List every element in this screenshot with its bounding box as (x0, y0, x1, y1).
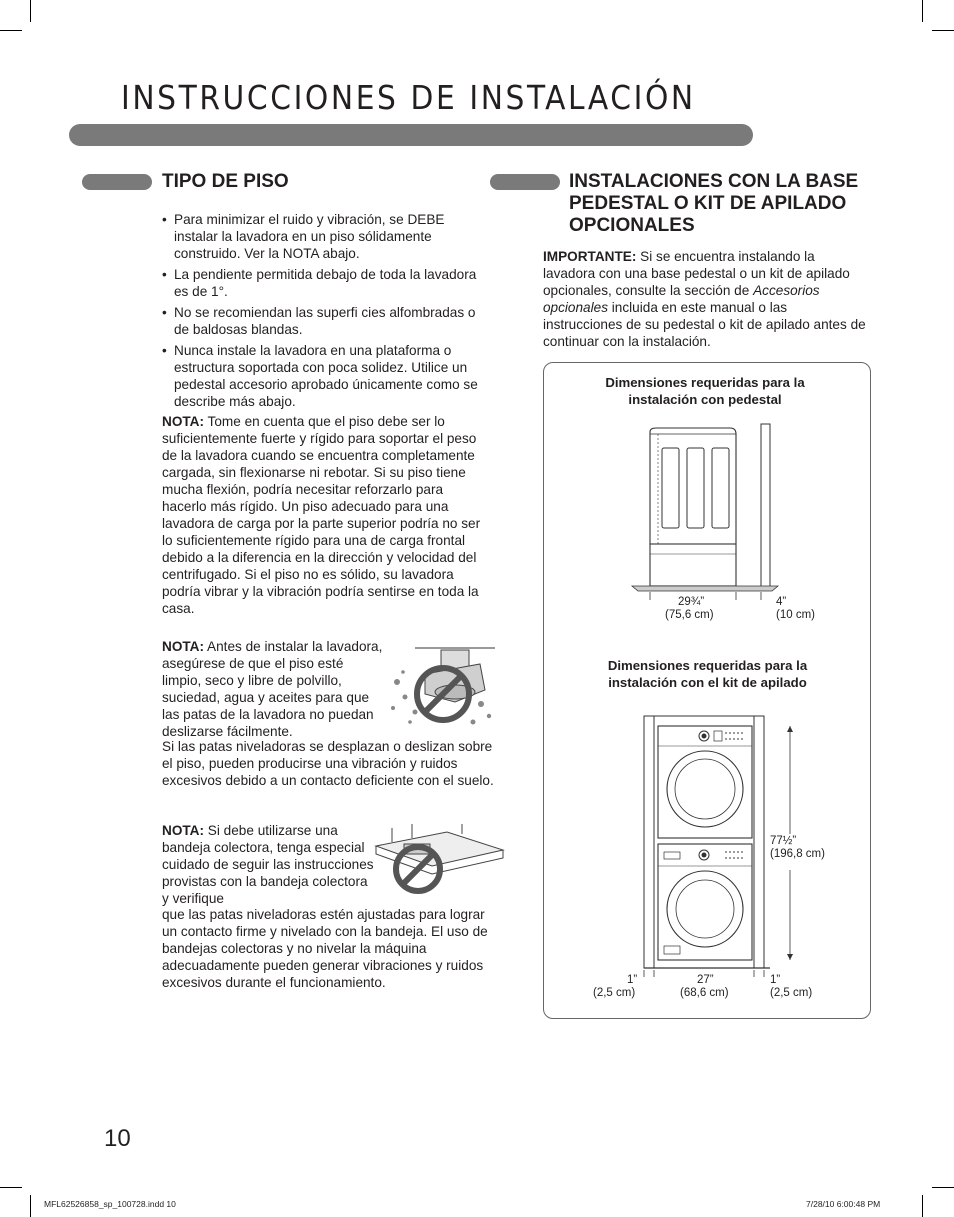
footer-file: MFL62526858_sp_100728.indd 10 (44, 1199, 176, 1209)
stack-width-label: 27” (697, 974, 714, 986)
page-title: INSTRUCCIONES DE INSTALACIÓN (121, 78, 696, 117)
crop-mark (30, 1195, 31, 1217)
stack-left-gap-metric: (2,5 cm) (593, 987, 636, 999)
crop-mark (932, 1187, 954, 1188)
crop-mark (922, 0, 923, 22)
crop-mark (932, 30, 954, 31)
note-text: Si debe utilizarse una bandeja colectora, tenga especial cuidado de seguir las instrucciones provistas con la bandeja colectora y verifique (162, 823, 374, 906)
drain-pan-prohibited-illustration (372, 824, 507, 899)
stack-height-label: 77½” (770, 835, 797, 847)
note-label: NOTA: (162, 639, 205, 654)
important-label: IMPORTANTE: (543, 249, 637, 264)
pedestal-width-metric: (75,6 cm) (665, 609, 714, 621)
important-reference: Accesorios opcionales (543, 283, 820, 315)
bullet-item: • No se recomiendan las superfi cies alfombradas o de baldosas blandas. (162, 304, 492, 338)
bullet-item: • Para minimizar el ruido y vibración, se DEBE instalar la lavadora en un piso sólidamente construido. Ver la NOTA abajo. (162, 211, 492, 262)
note-floor-strength (162, 413, 490, 617)
pedestal-gap-metric: (10 cm) (776, 609, 815, 621)
stack-left-gap-label: 1” (627, 974, 638, 986)
pedestal-width-label: 29¾” (678, 596, 705, 608)
pedestal-diagram (628, 420, 788, 600)
pedestal-gap-label: 4” (776, 596, 787, 608)
crop-mark (30, 0, 31, 22)
important-text: incluida en este manual o las instrucciones de su pedestal o kit de apilado antes de continuar con la instalación. (543, 300, 866, 349)
page-number: 10 (104, 1125, 131, 1152)
stack-width-metric: (68,6 cm) (680, 987, 729, 999)
dirty-floor-prohibited-illustration (385, 642, 500, 732)
stacking-diagram-title: Dimensiones requeridas para la instalación con el kit de apilado (607, 658, 808, 690)
bullet-item: • La pendiente permitida debajo de toda la lavadora es de 1°. (162, 266, 492, 300)
note-text: Tome en cuenta que el piso debe ser lo suficientemente fuerte y rígido para soportar el peso de la lavadora cuando se encuentra completamente cargada, sin flexionarse ni rebotar. Si su piso tiene mucha flexión, podría necesitar reforzarlo para hacerlo más rígido. Un piso adecuado para una lavadora de carga por la parte superior podría no ser lo suficientemente rígido para una de carga frontal debido a la diferencia en la dirección y velocidad del centrifugado. Si el piso no es sólido, su lavadora podría vibrar y la vibración podría sentirse en toda la casa. (162, 414, 481, 616)
note-floor-clean (162, 638, 384, 740)
note-label: NOTA: (162, 414, 205, 429)
note-floor-clean-continued: Si las patas niveladoras se desplazan o deslizan sobre el piso, pueden producirse una vibración y ruidos excesivos debido a un contacto deficiente con el suelo. (162, 739, 494, 788)
stack-right-gap-metric: (2,5 cm) (770, 987, 813, 999)
important-text: Si se encuentra instalando la lavadora con una base pedestal o un kit de apilado opcionales, consulte la sección de (543, 249, 850, 298)
title-bar (69, 124, 753, 146)
crop-mark (0, 1187, 22, 1188)
stack-height-metric: (196,8 cm) (770, 848, 825, 860)
important-notice (543, 248, 869, 350)
note-drain-pan-continued: que las patas niveladoras estén ajustadas para lograr un contacto firme y nivelado con la bandeja. El uso de bandejas colectoras y no nivelar la máquina adecuadamente pueden generar vibraciones y ruidos excesivos durante el funcionamiento. (162, 907, 488, 990)
pedestal-diagram-title: Dimensiones requeridas para la instalación con pedestal (605, 375, 805, 407)
section-marker (82, 174, 152, 190)
note-text: Antes de instalar la lavadora, asegúrese de que el piso esté limpio, seco y libre de polvillo, suciedad, agua y aceites para que las patas de la lavadora no puedan deslizarse fácilmente. (162, 639, 383, 739)
bullet-item: • Nunca instale la lavadora en una plataforma o estructura soportada con poca solidez. Utilice un pedestal accesorio aprobado únicamente como se describe más abajo. (162, 342, 492, 410)
stack-right-gap-label: 1” (770, 974, 781, 986)
footer-timestamp: 7/28/10 6:00:48 PM (806, 1199, 881, 1209)
section-heading-pedestal: INSTALACIONES CON LA BASE PEDESTAL O KIT DE APILADO OPCIONALES (569, 171, 859, 236)
section-heading-floor: TIPO DE PISO (162, 171, 289, 192)
floor-bullets (162, 211, 492, 414)
note-label: NOTA: (162, 823, 205, 838)
crop-mark (922, 1195, 923, 1217)
crop-mark (0, 30, 22, 31)
section-marker (490, 174, 560, 190)
note-drain-pan (162, 822, 377, 907)
